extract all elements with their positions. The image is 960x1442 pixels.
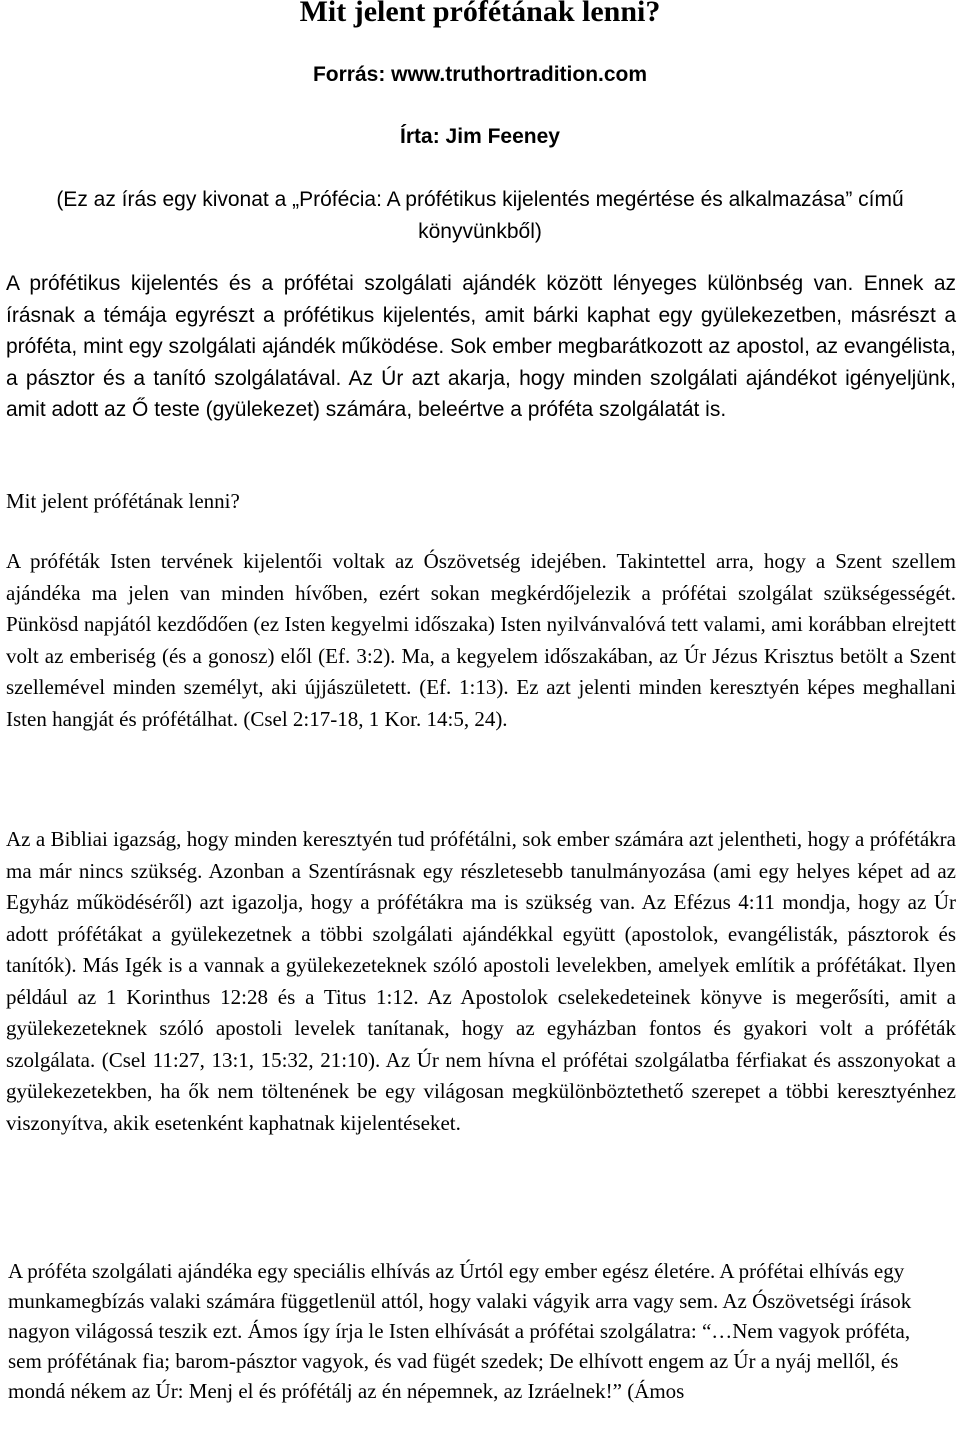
page-title: Mit jelent prófétának lenni?: [299, 0, 661, 28]
paragraph-4: A próféta szolgálati ajándéka egy speciális elhívás az Úrtól egy ember egész életére. A prófétai elhívás egy munkamegbízás valaki számára függetlenül attól, hogy valaki vágyik arra vagy sem. Az Ószövetségi írások nagyon világossá teszik ezt. Ámos így írja le Isten elhívását a prófétai szolgálatra: “…Nem vagyok próféta, sem prófétának fia; barom-pásztor vagyok, és vad fügét szedek; De elhívott engem az Úr a nyáj mellől, és mondá nékem az Úr: Menj el és prófétálj az én népemnek, az Izráelnek!” (Ámos: [8, 1259, 912, 1403]
author-line: Írta: Jim Feeney: [400, 125, 560, 148]
paragraph-2: A próféták Isten tervének kijelentői voltak az Ószövetség idejében. Takintettel arra, hogy a Szent szellem ajándéka ma jelen van minden hívőben, ezért sokan megkérdőjelezik a prófétai szolgálat szükségességét. Pünkösd napjától kezdődően (ez Isten kegyelmi időszaka) Isten nyilvánvalóvá tett valami, ami korábban elrejtett volt az emberiség (és a gonosz) elől (Ef. 3:2). Ma, a kegyelem időszakában, az Úr Jézus Krisztus betölt a Szent szellemével minden személyt, aki újjászületett. (Ef. 1:13). Ez azt jelenti minden keresztyén képes meghallani Isten hangját és prófétálhat. (Csel 2:17-18, 1 Kor. 14:5, 24).: [6, 549, 956, 731]
section-heading: Mit jelent prófétának lenni?: [6, 489, 240, 513]
intro-note: (Ez az írás egy kivonat a „Prófécia: A prófétikus kijelentés megértése és alkalmazása” című könyvünkből): [56, 188, 904, 243]
paragraph-3: Az a Bibliai igazság, hogy minden keresztyén tud prófétálni, sok ember számára azt jelentheti, hogy a prófétákra ma már nincs szükség. Azonban a Szentírásnak egy részletesebb tanulmányozása (ami egy helyes képet ad az Egyház működéséről) azt igazolja, hogy a prófétákra ma is szükség van. Az Efézus 4:11 mondja, hogy az Úr adott prófétákat a gyülekezetnek a többi szolgálati ajándékkal együtt (apostolok, evangélisták, pásztorok és tanítók). Más Igék is a vannak a gyülekezeteknek szóló apostoli levelekben, amelyek említik a prófétákat. Ilyen például az 1 Korinthus 12:28 és a Titus 1:12. Az Apostolok cselekedeteinek könyve is megerősíti, amit a gyülekezeteknek szóló apostoli levelek tanítanak, hogy az egyházban fontos és gyakori volt a próféták szolgálata. (Csel 11:27, 13:1, 15:32, 21:10). Az Úr nem hívna el prófétai szolgálatba férfiakat és asszonyokat a gyülekezetekben, ha ők nem töltenének be egy világosan megkülönböztethető szerepet a többi keresztyénhez viszonyítva, akik esetenként kaphatnak kijelentéseket.: [6, 827, 956, 1135]
paragraph-1: A prófétikus kijelentés és a prófétai szolgálati ajándék között lényeges különbség van. Ennek az írásnak a témája egyrészt a prófétikus kijelentés, amit bárki kaphat egy gyülekezetben, másrészt a próféta, mint egy szolgálati ajándék működése. Sok ember megbarátkozott az apostol, az evangélista, a pásztor és a tanító szolgálatával. Az Úr azt akarja, hogy minden szolgálati ajándékot igényeljünk, amit adott az Ő teste (gyülekezet) számára, beleértve a próféta szolgálatát is.: [6, 272, 956, 421]
source-line: Forrás: www.truthortradition.com: [312, 63, 648, 86]
